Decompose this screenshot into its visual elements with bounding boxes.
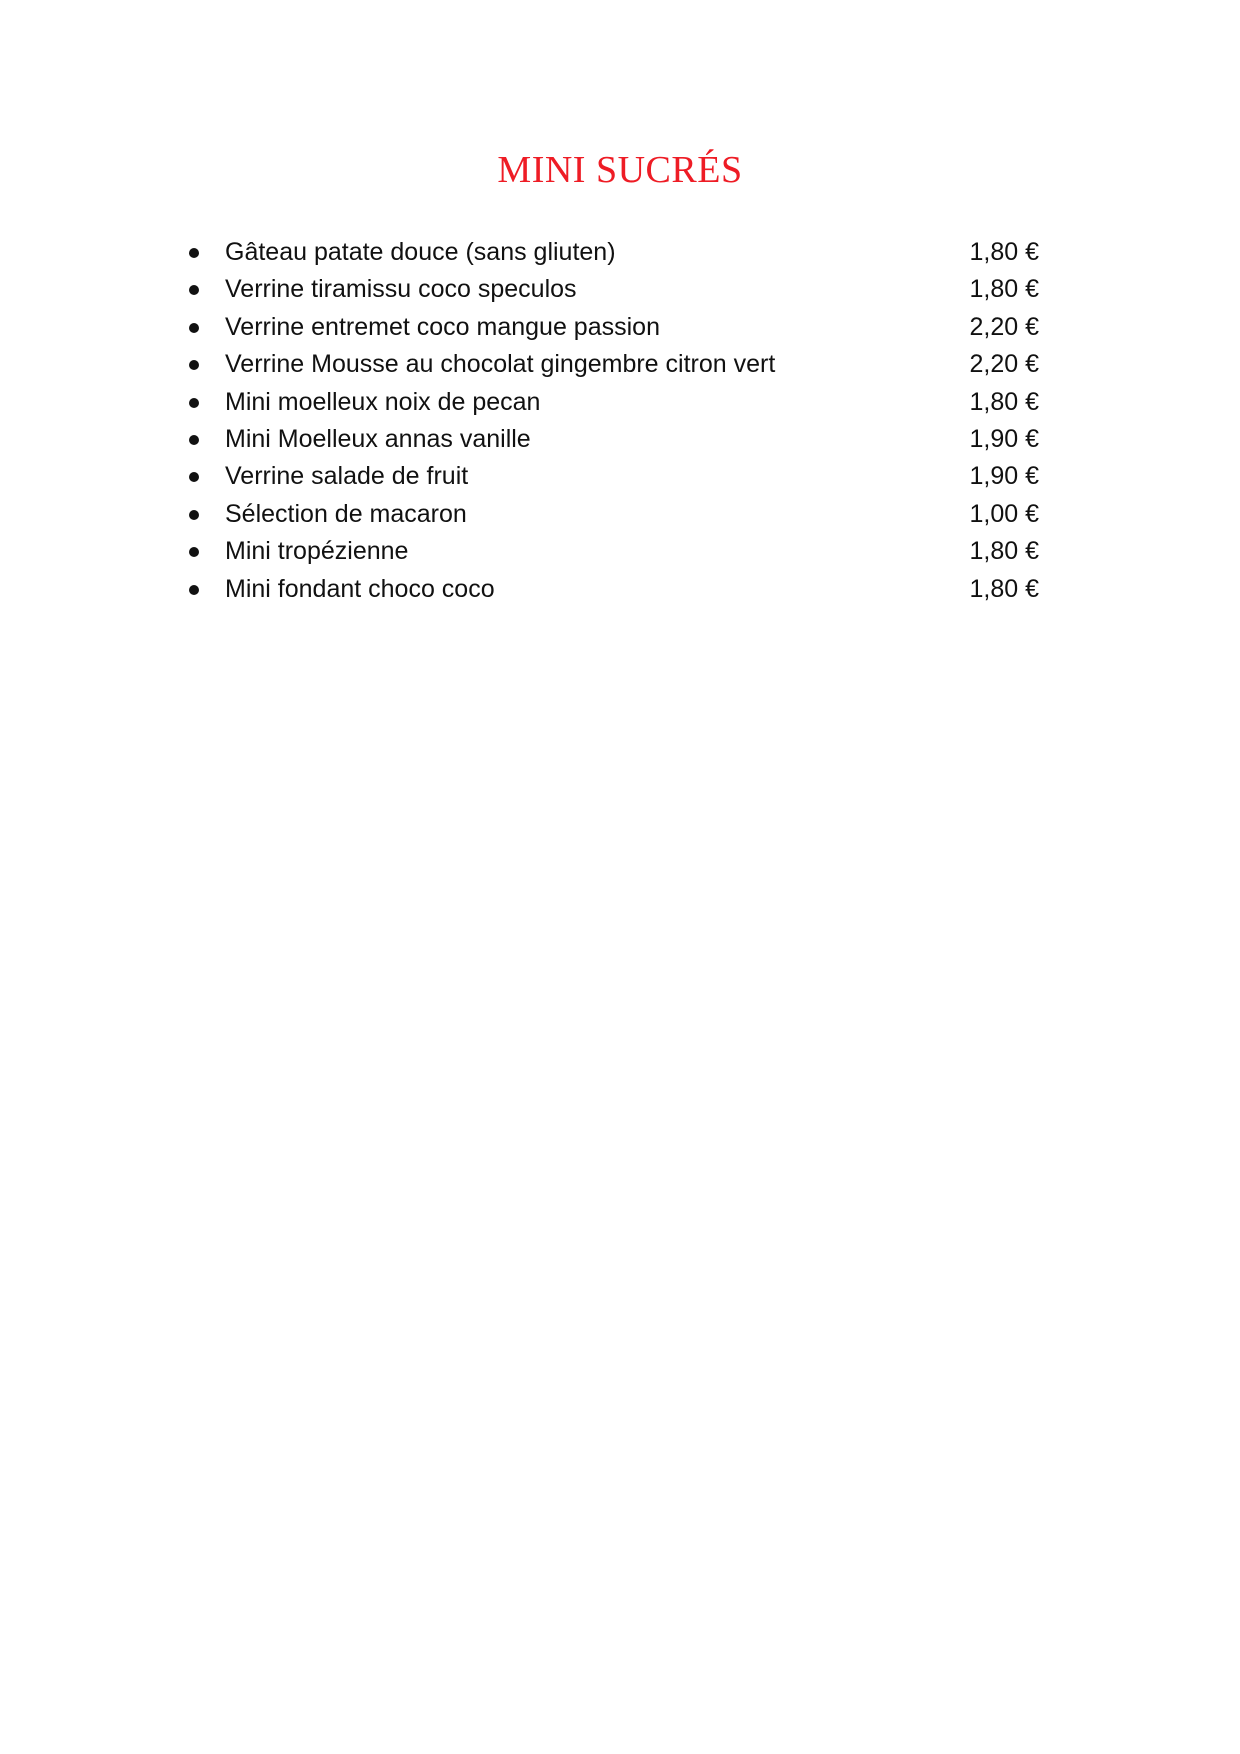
list-item xyxy=(185,533,1045,570)
bullet-icon xyxy=(189,360,199,370)
item-price: 1,80 € xyxy=(969,238,1039,266)
item-name: Mini tropézienne xyxy=(225,537,409,566)
item-name: Verrine tiramissu coco speculos xyxy=(225,275,577,304)
item-name: Mini Moelleux annas vanille xyxy=(225,424,531,453)
item-name: Sélection de macaron xyxy=(225,499,467,528)
item-name: Verrine Mousse au chocolat gingembre citron vert xyxy=(225,350,776,379)
list-item xyxy=(185,421,1045,458)
page-title: MINI SUCRÉS xyxy=(497,149,743,191)
bullet-icon xyxy=(189,547,199,557)
item-name: Mini fondant choco coco xyxy=(225,574,495,603)
item-price: 1,80 € xyxy=(969,537,1039,566)
list-item xyxy=(185,384,1045,421)
list-item xyxy=(185,309,1045,346)
item-name: Verrine salade de fruit xyxy=(225,462,469,491)
bullet-icon xyxy=(189,248,199,258)
bullet-icon xyxy=(189,398,199,408)
menu-list xyxy=(185,234,1045,608)
bullet-icon xyxy=(189,510,199,520)
list-item xyxy=(185,234,1045,271)
item-price: 1,80 € xyxy=(969,275,1039,304)
item-price: 1,80 € xyxy=(969,574,1039,603)
list-item xyxy=(185,458,1045,495)
item-name: Verrine entremet coco mangue passion xyxy=(225,312,660,341)
bullet-icon xyxy=(189,585,199,595)
list-item xyxy=(185,271,1045,308)
item-price: 1,00 € xyxy=(969,499,1039,528)
item-price: 1,80 € xyxy=(969,387,1039,416)
item-name: Mini moelleux noix de pecan xyxy=(225,387,541,416)
bullet-icon xyxy=(189,472,199,482)
item-price: 2,20 € xyxy=(969,350,1039,379)
item-price: 2,20 € xyxy=(969,312,1039,341)
item-price: 1,90 € xyxy=(969,462,1039,491)
list-item xyxy=(185,496,1045,533)
list-item xyxy=(185,346,1045,383)
bullet-icon xyxy=(189,435,199,445)
bullet-icon xyxy=(189,285,199,295)
item-price: 1,90 € xyxy=(969,424,1039,453)
bullet-icon xyxy=(189,323,199,333)
item-name: Gâteau patate douce (sans gliuten) xyxy=(225,238,616,266)
list-item xyxy=(185,571,1045,608)
